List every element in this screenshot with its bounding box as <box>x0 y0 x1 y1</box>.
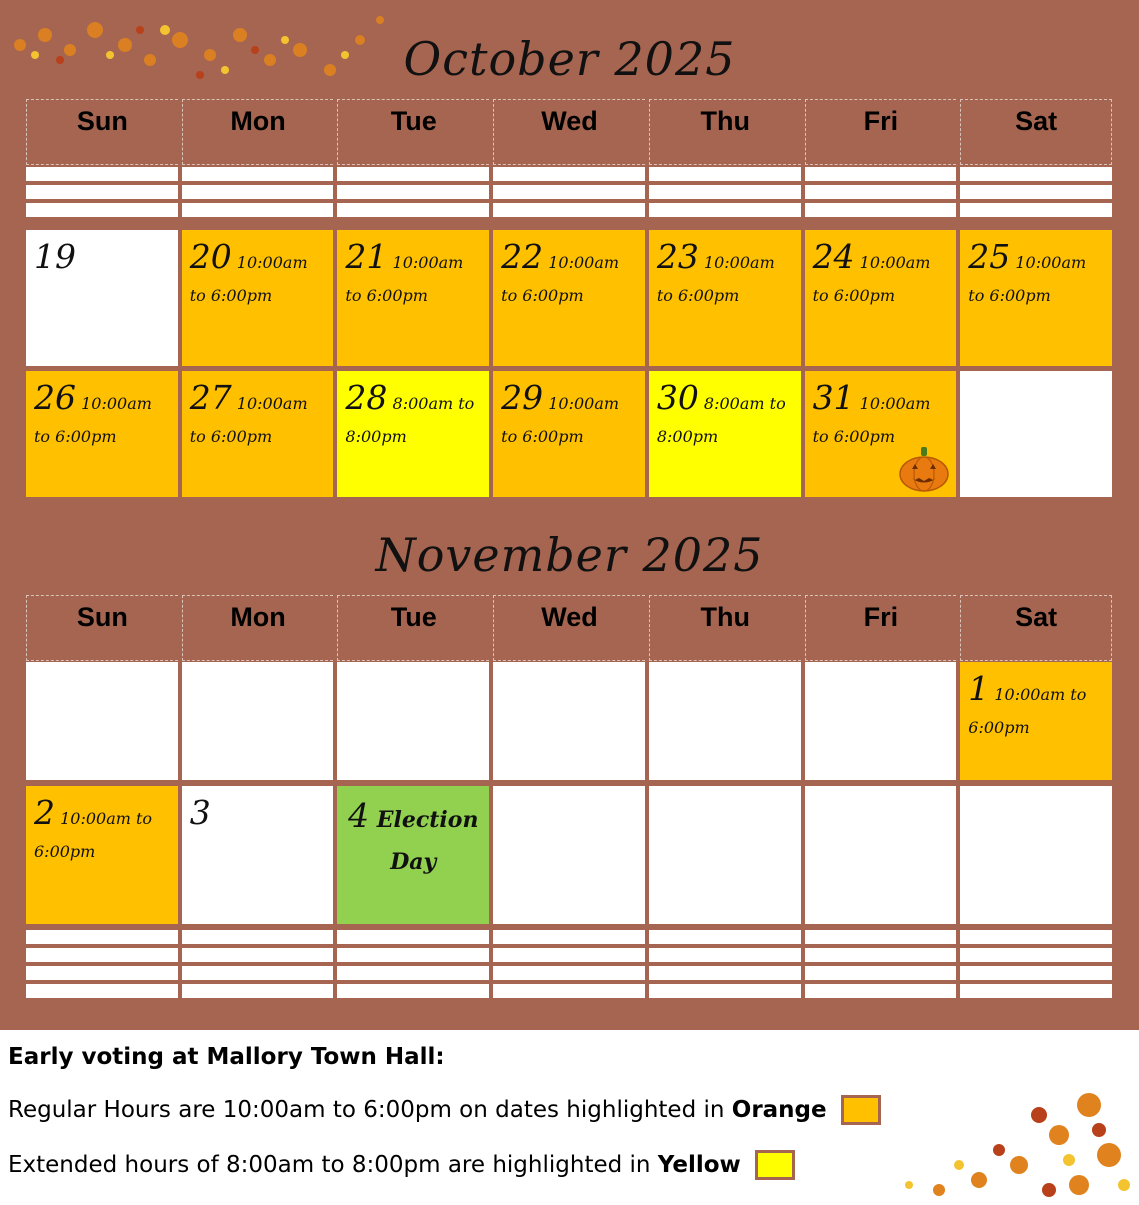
nov-dow-fri: Fri <box>805 595 957 661</box>
stripe-cell <box>493 930 645 998</box>
yellow-swatch <box>755 1150 795 1180</box>
pumpkin-icon <box>898 445 950 493</box>
legend-regular-color-word: Orange <box>731 1097 827 1123</box>
day-cell-content <box>337 371 489 463</box>
day-cell-content <box>182 230 334 322</box>
nov-empty-cell <box>805 662 957 780</box>
legend-extended-color-word: Yellow <box>657 1152 741 1178</box>
stripe-cell <box>649 167 801 217</box>
nov-empty-cell <box>337 662 489 780</box>
stripe-cell <box>26 930 178 998</box>
nov-empty-cell <box>493 662 645 780</box>
stripe-cell <box>960 167 1112 217</box>
oct-day-25 <box>960 230 1112 366</box>
nov-dow-wed: Wed <box>493 595 645 661</box>
nov-day-4 <box>337 786 489 924</box>
stripe-cell <box>805 167 957 217</box>
day-cell-content <box>337 786 489 894</box>
day-cell-content <box>649 230 801 322</box>
voting-hours: 10:00am to 6:00pm <box>812 253 931 305</box>
nov-day-3 <box>182 786 334 924</box>
day-number: 24 <box>812 237 855 276</box>
voting-hours: 10:00am to 6:00pm <box>34 394 152 446</box>
oct-day-31 <box>805 371 957 497</box>
oct-dow-tue: Tue <box>337 99 489 165</box>
voting-hours: 10:00am to 6:00pm <box>345 253 464 305</box>
day-cell-content <box>182 786 334 845</box>
day-number: 2 <box>34 793 55 832</box>
voting-hours: 10:00am to 6:00pm <box>189 253 308 305</box>
oct-day-26 <box>26 371 178 497</box>
oct-day-22 <box>493 230 645 366</box>
october-empty-stripes <box>26 167 1112 217</box>
oct-day-19 <box>26 230 178 366</box>
voting-hours: 8:00am to 8:00pm <box>656 394 786 446</box>
autumn-leaves-icon <box>839 1065 1139 1205</box>
day-number: 31 <box>812 378 855 417</box>
voting-hours: 8:00am to 8:00pm <box>345 394 475 446</box>
day-cell-content <box>649 662 801 682</box>
nov-dow-mon: Mon <box>182 595 334 661</box>
november-title: November 2025 <box>375 528 764 582</box>
oct-dow-mon: Mon <box>182 99 334 165</box>
nov-empty-cell <box>649 662 801 780</box>
voting-hours: 10:00am to 6:00pm <box>501 394 620 446</box>
october-week-2 <box>26 371 1112 497</box>
day-cell-content <box>337 662 489 682</box>
day-number: 27 <box>189 378 232 417</box>
day-cell-content <box>805 786 957 806</box>
day-number: 1 <box>968 669 990 708</box>
oct-dow-sun: Sun <box>26 99 178 165</box>
stripe-cell <box>26 167 178 217</box>
oct-day-29 <box>493 371 645 497</box>
day-cell-content <box>26 786 178 878</box>
day-cell-content <box>805 662 957 682</box>
voting-hours: 10:00am to 6:00pm <box>968 685 1087 737</box>
day-cell-content <box>805 230 957 322</box>
oct-day-21 <box>337 230 489 366</box>
day-cell-content <box>493 371 645 463</box>
nov-empty-cell <box>493 786 645 924</box>
day-cell-content <box>493 786 645 806</box>
stripe-cell <box>337 167 489 217</box>
october-week-1 <box>26 230 1112 366</box>
day-cell-content <box>26 371 178 463</box>
legend-extended-text: Extended hours of 8:00am to 8:00pm are highlighted in <box>8 1152 658 1178</box>
day-cell-content <box>493 230 645 322</box>
legend-title: Early voting at Mallory Town Hall: <box>8 1044 445 1070</box>
day-cell-content <box>960 786 1112 806</box>
nov-dow-thu: Thu <box>649 595 801 661</box>
day-cell-content <box>182 371 334 463</box>
nov-dow-tue: Tue <box>337 595 489 661</box>
stripe-cell <box>649 930 801 998</box>
november-empty-stripes <box>26 930 1112 998</box>
nov-empty-cell <box>182 662 334 780</box>
oct-day-24 <box>805 230 957 366</box>
voting-hours: 10:00am to 6:00pm <box>968 253 1087 305</box>
day-cell-content <box>960 371 1112 391</box>
day-number: 30 <box>656 378 699 417</box>
voting-hours: 10:00am to 6:00pm <box>501 253 620 305</box>
day-number: 25 <box>968 237 1011 276</box>
voting-hours: 10:00am to 6:00pm <box>812 394 931 446</box>
day-cell-content <box>649 371 801 463</box>
november-week-1 <box>26 662 1112 780</box>
nov-day-2 <box>26 786 178 924</box>
november-week-2 <box>26 786 1112 924</box>
day-number: 4 <box>348 796 370 835</box>
oct-dow-thu: Thu <box>649 99 801 165</box>
oct-dow-wed: Wed <box>493 99 645 165</box>
election-day-label: Election Day <box>369 807 479 875</box>
nov-dow-sun: Sun <box>26 595 178 661</box>
oct-empty-cell <box>960 371 1112 497</box>
nov-day-1 <box>960 662 1112 780</box>
day-number: 26 <box>34 378 76 417</box>
november-header-row <box>26 595 1112 661</box>
day-cell-content <box>26 230 178 289</box>
day-number: 29 <box>501 378 544 417</box>
nov-empty-cell <box>649 786 801 924</box>
day-number: 28 <box>345 378 388 417</box>
nov-empty-cell <box>805 786 957 924</box>
october-title: October 2025 <box>403 32 736 86</box>
oct-day-28 <box>337 371 489 497</box>
stripe-cell <box>182 930 334 998</box>
nov-empty-cell <box>26 662 178 780</box>
day-cell-content <box>960 230 1112 322</box>
stripe-cell <box>960 930 1112 998</box>
oct-dow-fri: Fri <box>805 99 957 165</box>
day-cell-content <box>493 662 645 682</box>
stripe-cell <box>337 930 489 998</box>
day-number: 19 <box>34 237 76 276</box>
day-cell-content <box>649 786 801 806</box>
day-cell-content <box>182 662 334 682</box>
day-number: 23 <box>656 237 699 276</box>
october-header-row <box>26 99 1112 165</box>
day-number: 22 <box>501 237 544 276</box>
day-number: 3 <box>189 793 211 832</box>
nov-empty-cell <box>960 786 1112 924</box>
voting-hours: 10:00am to 6:00pm <box>189 394 308 446</box>
nov-dow-sat: Sat <box>960 595 1112 661</box>
oct-day-20 <box>182 230 334 366</box>
stripe-cell <box>182 167 334 217</box>
oct-day-27 <box>182 371 334 497</box>
stripe-cell <box>493 167 645 217</box>
voting-hours: 10:00am to 6:00pm <box>34 809 153 861</box>
day-number: 20 <box>189 237 232 276</box>
legend-regular-text: Regular Hours are 10:00am to 6:00pm on dates highlighted in <box>8 1097 732 1123</box>
oct-day-30 <box>649 371 801 497</box>
legend-box <box>0 1030 1139 1205</box>
voting-hours: 10:00am to 6:00pm <box>656 253 775 305</box>
day-cell-content <box>960 662 1112 754</box>
day-cell-content <box>26 662 178 682</box>
oct-day-23 <box>649 230 801 366</box>
stripe-cell <box>805 930 957 998</box>
day-number: 21 <box>345 237 388 276</box>
day-cell-content <box>337 230 489 322</box>
oct-dow-sat: Sat <box>960 99 1112 165</box>
